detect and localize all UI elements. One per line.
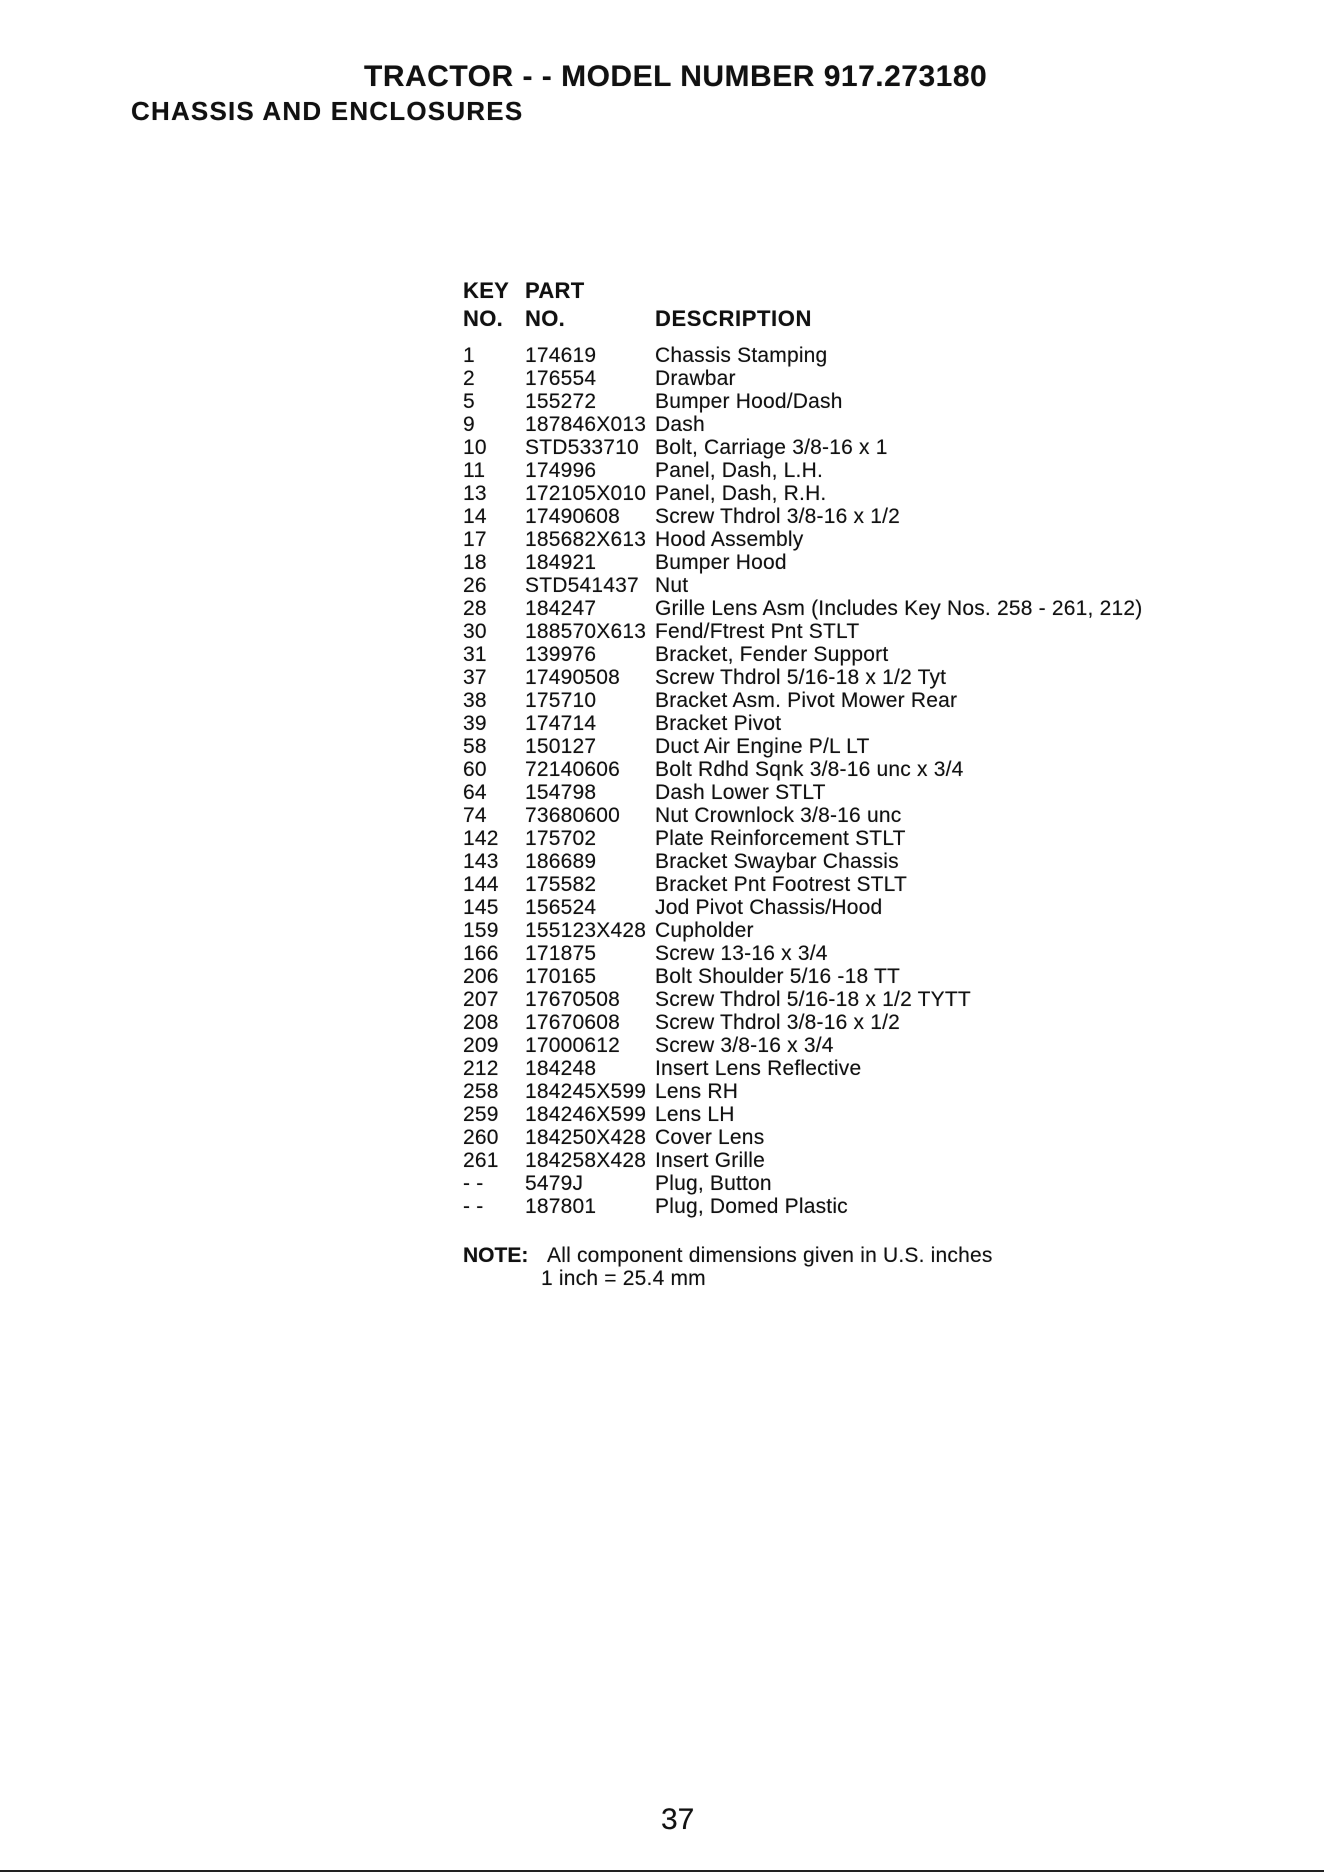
description-cell: Screw 13-16 x 3/4 <box>655 942 828 965</box>
table-row <box>463 873 1223 896</box>
key-no-cell: 38 <box>463 689 487 712</box>
key-no-cell: 209 <box>463 1034 499 1057</box>
table-row <box>463 1149 1223 1172</box>
description-cell: Panel, Dash, R.H. <box>655 482 827 505</box>
description-cell: Plate Reinforcement STLT <box>655 827 906 850</box>
description-cell: Insert Lens Reflective <box>655 1057 862 1080</box>
description-cell: Dash Lower STLT <box>655 781 826 804</box>
description-cell: Duct Air Engine P/L LT <box>655 735 870 758</box>
part-no-cell: 175710 <box>525 689 597 712</box>
description-cell: Panel, Dash, L.H. <box>655 459 823 482</box>
key-no-cell: 166 <box>463 942 499 965</box>
table-row <box>463 1080 1223 1103</box>
table-row <box>463 643 1223 666</box>
description-cell: Plug, Button <box>655 1172 772 1195</box>
part-no-cell: 17490508 <box>525 666 621 689</box>
key-no-cell: 10 <box>463 436 487 459</box>
key-no-cell: 212 <box>463 1057 499 1080</box>
key-no-header-line2: NO. <box>463 306 504 331</box>
table-row <box>463 344 1223 367</box>
table-row <box>463 597 1223 620</box>
description-cell: Chassis Stamping <box>655 344 828 367</box>
key-no-cell: 206 <box>463 965 499 988</box>
part-no-cell: 175702 <box>525 827 597 850</box>
key-no-cell: 58 <box>463 735 487 758</box>
table-row <box>463 482 1223 505</box>
key-no-cell: - - <box>463 1195 484 1218</box>
part-no-cell: 17000612 <box>525 1034 621 1057</box>
table-row <box>463 689 1223 712</box>
description-cell: Bumper Hood <box>655 551 787 574</box>
key-no-cell: - - <box>463 1172 484 1195</box>
table-row <box>463 1057 1223 1080</box>
description-cell: Bracket, Fender Support <box>655 643 889 666</box>
key-no-cell: 144 <box>463 873 499 896</box>
part-no-cell: 184245X599 <box>525 1080 647 1103</box>
table-row <box>463 620 1223 643</box>
description-cell: Cupholder <box>655 919 754 942</box>
page-title: TRACTOR - - MODEL NUMBER 917.273180 <box>364 60 988 93</box>
table-row <box>463 1195 1223 1218</box>
description-cell: Bracket Pnt Footrest STLT <box>655 873 908 896</box>
table-row <box>463 666 1223 689</box>
part-no-cell: 186689 <box>525 850 597 873</box>
table-row <box>463 827 1223 850</box>
part-no-cell: 184250X428 <box>525 1126 647 1149</box>
part-no-cell: 171875 <box>525 942 597 965</box>
description-cell: Bracket Pivot <box>655 712 782 735</box>
part-no-cell: 155272 <box>525 390 597 413</box>
description-cell: Screw Thdrol 3/8-16 x 1/2 <box>655 1011 901 1034</box>
description-cell: Bumper Hood/Dash <box>655 390 843 413</box>
table-row <box>463 436 1223 459</box>
table-row <box>463 804 1223 827</box>
key-no-cell: 39 <box>463 712 487 735</box>
description-cell: Bolt Rdhd Sqnk 3/8-16 unc x 3/4 <box>655 758 964 781</box>
key-no-cell: 1 <box>463 344 475 367</box>
part-no-cell: 174714 <box>525 712 597 735</box>
note-label: NOTE: <box>463 1244 529 1267</box>
key-no-cell: 259 <box>463 1103 499 1126</box>
note-text-line1: All component dimensions given in U.S. inches <box>547 1244 993 1267</box>
description-cell: Nut Crownlock 3/8-16 unc <box>655 804 902 827</box>
key-no-cell: 260 <box>463 1126 499 1149</box>
table-row <box>463 390 1223 413</box>
table-row <box>463 712 1223 735</box>
part-no-cell: STD533710 <box>525 436 639 459</box>
part-no-cell: 172105X010 <box>525 482 647 505</box>
key-no-cell: 74 <box>463 804 487 827</box>
key-no-cell: 18 <box>463 551 487 574</box>
table-row <box>463 988 1223 1011</box>
part-no-cell: 155123X428 <box>525 919 647 942</box>
key-no-cell: 31 <box>463 643 487 666</box>
part-no-cell: 184921 <box>525 551 597 574</box>
description-cell: Plug, Domed Plastic <box>655 1195 848 1218</box>
part-no-cell: 187846X013 <box>525 413 647 436</box>
note-text-line2: 1 inch = 25.4 mm <box>541 1267 706 1290</box>
table-row <box>463 1103 1223 1126</box>
description-cell: Bracket Asm. Pivot Mower Rear <box>655 689 958 712</box>
part-no-cell: 17490608 <box>525 505 621 528</box>
part-no-cell: 188570X613 <box>525 620 647 643</box>
description-cell: Screw 3/8-16 x 3/4 <box>655 1034 834 1057</box>
key-no-header-line1: KEY <box>463 278 510 303</box>
key-no-cell: 64 <box>463 781 487 804</box>
table-row <box>463 505 1223 528</box>
part-no-cell: 185682X613 <box>525 528 647 551</box>
description-cell: Grille Lens Asm (Includes Key Nos. 258 - 261, 212) <box>655 597 1143 620</box>
key-no-cell: 17 <box>463 528 487 551</box>
table-row <box>463 367 1223 390</box>
key-no-cell: 37 <box>463 666 487 689</box>
key-no-cell: 28 <box>463 597 487 620</box>
description-cell: Bolt Shoulder 5/16 -18 TT <box>655 965 901 988</box>
description-cell: Dash <box>655 413 705 436</box>
key-no-cell: 14 <box>463 505 487 528</box>
table-row <box>463 919 1223 942</box>
description-cell: Drawbar <box>655 367 736 390</box>
part-no-cell: 17670608 <box>525 1011 621 1034</box>
key-no-cell: 26 <box>463 574 487 597</box>
parts-table-rows <box>463 344 1223 1218</box>
part-no-cell: 170165 <box>525 965 597 988</box>
table-row <box>463 942 1223 965</box>
part-no-cell: 73680600 <box>525 804 621 827</box>
key-no-cell: 142 <box>463 827 499 850</box>
description-cell: Screw Thdrol 3/8-16 x 1/2 <box>655 505 901 528</box>
description-header: DESCRIPTION <box>655 306 812 331</box>
key-no-cell: 258 <box>463 1080 499 1103</box>
key-no-cell: 60 <box>463 758 487 781</box>
table-row <box>463 528 1223 551</box>
description-cell: Nut <box>655 574 689 597</box>
table-row <box>463 781 1223 804</box>
key-no-cell: 145 <box>463 896 499 919</box>
key-no-cell: 9 <box>463 413 475 436</box>
table-row <box>463 850 1223 873</box>
part-no-cell: 5479J <box>525 1172 584 1195</box>
key-no-cell: 30 <box>463 620 487 643</box>
description-cell: Lens RH <box>655 1080 739 1103</box>
table-row <box>463 1126 1223 1149</box>
table-row <box>463 758 1223 781</box>
table-row <box>463 1172 1223 1195</box>
description-cell: Cover Lens <box>655 1126 765 1149</box>
description-cell: Fend/Ftrest Pnt STLT <box>655 620 860 643</box>
page-number: 37 <box>661 1803 695 1836</box>
table-row <box>463 1011 1223 1034</box>
description-cell: Jod Pivot Chassis/Hood <box>655 896 883 919</box>
key-no-cell: 159 <box>463 919 499 942</box>
table-row <box>463 413 1223 436</box>
description-cell: Lens LH <box>655 1103 735 1126</box>
description-cell: Bolt, Carriage 3/8-16 x 1 <box>655 436 888 459</box>
part-no-header-line2: NO. <box>525 306 566 331</box>
key-no-cell: 11 <box>463 459 486 482</box>
description-cell: Insert Grille <box>655 1149 765 1172</box>
key-no-cell: 207 <box>463 988 499 1011</box>
key-no-cell: 143 <box>463 850 499 873</box>
part-no-cell: STD541437 <box>525 574 639 597</box>
part-no-cell: 184247 <box>525 597 597 620</box>
part-no-cell: 72140606 <box>525 758 621 781</box>
description-cell: Hood Assembly <box>655 528 804 551</box>
part-no-cell: 184248 <box>525 1057 597 1080</box>
part-no-cell: 156524 <box>525 896 597 919</box>
part-no-cell: 174996 <box>525 459 597 482</box>
table-row <box>463 1034 1223 1057</box>
key-no-cell: 261 <box>463 1149 499 1172</box>
table-row <box>463 459 1223 482</box>
part-no-cell: 139976 <box>525 643 597 666</box>
table-row <box>463 965 1223 988</box>
table-row <box>463 551 1223 574</box>
part-no-cell: 175582 <box>525 873 597 896</box>
key-no-cell: 13 <box>463 482 487 505</box>
part-no-cell: 184258X428 <box>525 1149 647 1172</box>
table-row <box>463 735 1223 758</box>
part-no-cell: 154798 <box>525 781 597 804</box>
section-title: CHASSIS AND ENCLOSURES <box>131 96 524 126</box>
description-cell: Screw Thdrol 5/16-18 x 1/2 Tyt <box>655 666 947 689</box>
description-cell: Screw Thdrol 5/16-18 x 1/2 TYTT <box>655 988 971 1011</box>
key-no-cell: 2 <box>463 367 475 390</box>
part-no-cell: 176554 <box>525 367 597 390</box>
part-no-cell: 150127 <box>525 735 597 758</box>
description-cell: Bracket Swaybar Chassis <box>655 850 899 873</box>
part-no-cell: 174619 <box>525 344 597 367</box>
key-no-cell: 208 <box>463 1011 499 1034</box>
part-no-header-line1: PART <box>525 278 585 303</box>
part-no-cell: 17670508 <box>525 988 621 1011</box>
part-no-cell: 184246X599 <box>525 1103 647 1126</box>
key-no-cell: 5 <box>463 390 475 413</box>
table-row <box>463 896 1223 919</box>
table-row <box>463 574 1223 597</box>
part-no-cell: 187801 <box>525 1195 597 1218</box>
